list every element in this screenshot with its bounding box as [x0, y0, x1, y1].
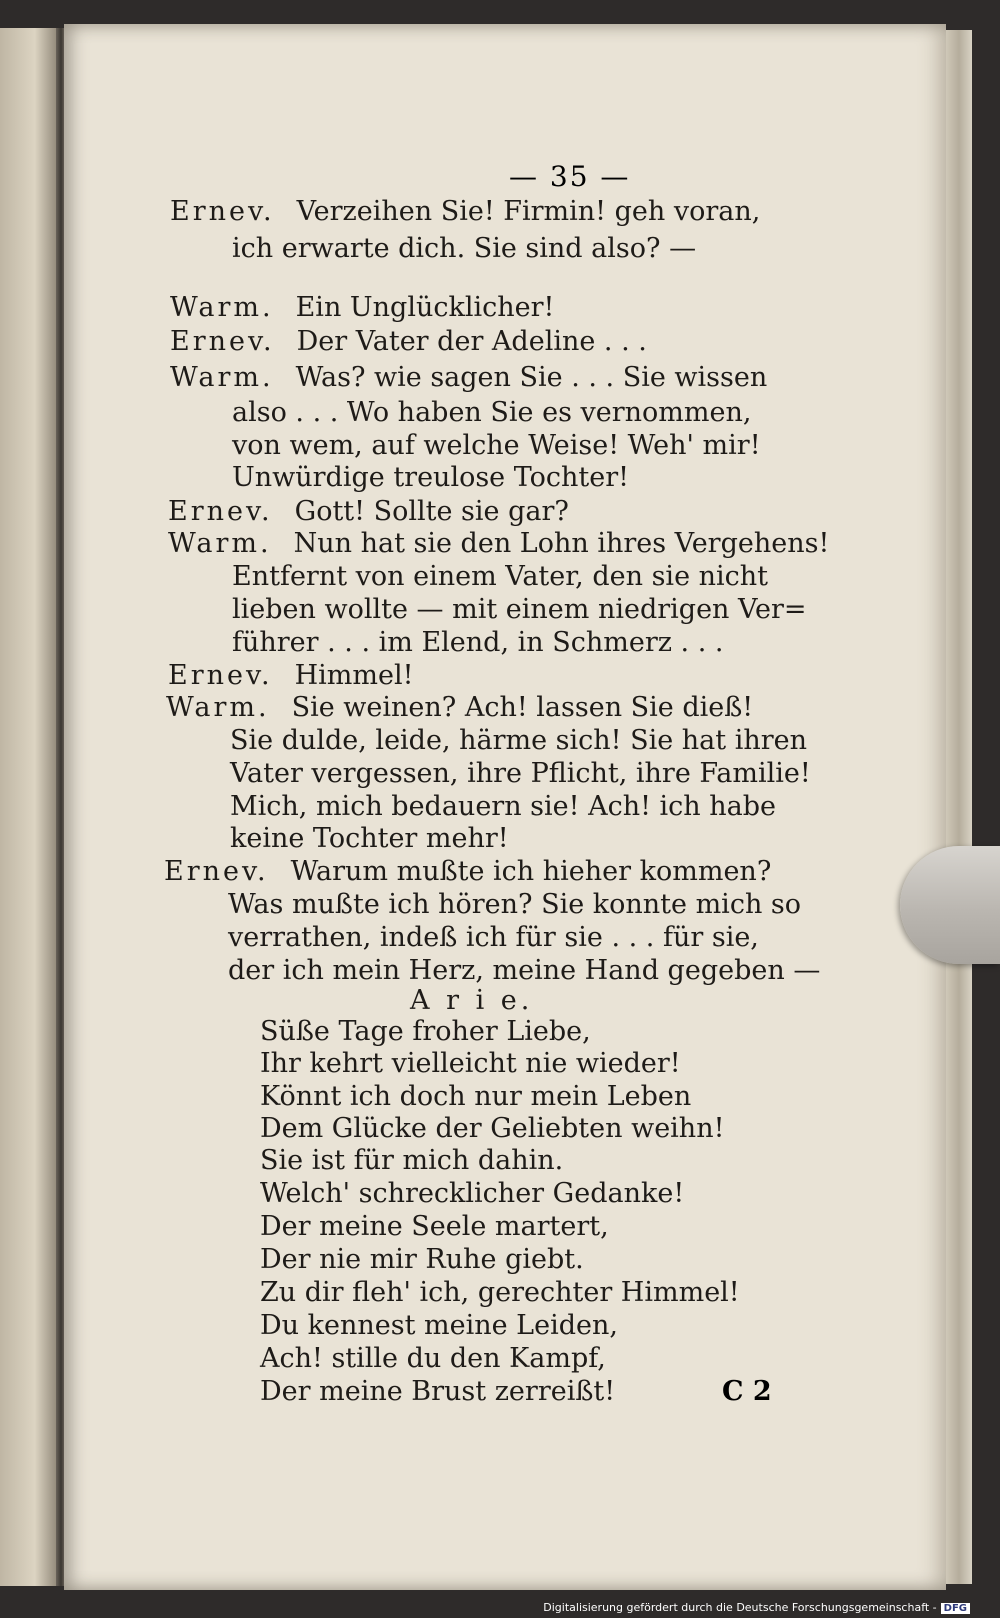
facing-page-edge: [0, 28, 58, 1586]
text-line: der ich mein Herz, meine Hand gegeben —: [228, 955, 821, 986]
text-line: Warm. Nun hat sie den Lohn ihres Vergehens!: [168, 528, 830, 559]
text-line: Vater vergessen, ihre Pflicht, ihre Familie!: [230, 758, 811, 789]
verse-line: Du kennest meine Leiden,: [260, 1310, 618, 1341]
text-line: Ernev. Der Vater der Adeline . . .: [170, 326, 647, 357]
verse-line: Der nie mir Ruhe giebt.: [260, 1244, 584, 1275]
text-line: Entfernt von einem Vater, den sie nicht: [232, 561, 769, 592]
text-line: Ernev. Warum mußte ich hieher kommen?: [164, 856, 772, 887]
text-line: führer . . . im Elend, in Schmerz . . .: [232, 627, 724, 658]
text-line: lieben wollte — mit einem niedrigen Ver=: [232, 594, 807, 625]
page-number: — 35 —: [509, 160, 631, 193]
verse-line: Ihr kehrt vielleicht nie wieder!: [260, 1048, 681, 1079]
text-line: Mich, mich bedauern sie! Ach! ich habe: [230, 791, 776, 822]
text-line: ich erwarte dich. Sie sind also? —: [232, 233, 697, 264]
text-line: Warm. Ein Unglücklicher!: [170, 292, 555, 323]
digitization-credit: [543, 1601, 970, 1614]
dfg-logo: DFG: [941, 1603, 970, 1614]
page-stack-edge: [946, 30, 972, 1584]
verse-line: Süße Tage froher Liebe,: [260, 1016, 591, 1047]
verse-line: Sie ist für mich dahin.: [260, 1145, 564, 1176]
text-line: Sie dulde, leide, härme sich! Sie hat ihren: [230, 725, 808, 756]
text-line: Ernev. Verzeihen Sie! Firmin! geh voran,: [170, 196, 761, 227]
text-line: verrathen, indeß ich für sie . . . für sie,: [228, 922, 759, 953]
verse-line: Der meine Seele martert,: [260, 1211, 609, 1242]
verse-line: Könnt ich doch nur mein Leben: [260, 1081, 692, 1112]
signature-mark: C 2: [722, 1376, 772, 1407]
text-line: Unwürdige treulose Tochter!: [232, 462, 630, 493]
verse-line: Ach! stille du den Kampf,: [260, 1343, 606, 1374]
verse-line: Dem Glücke der Geliebten weihn!: [260, 1113, 725, 1144]
verse-line: Zu dir fleh' ich, gerechter Himmel!: [260, 1277, 740, 1308]
text-line: Warm. Was? wie sagen Sie . . . Sie wissen: [170, 362, 768, 393]
verse-line: Welch' schrecklicher Gedanke!: [260, 1178, 685, 1209]
text-line: keine Tochter mehr!: [230, 823, 509, 854]
verse-line: Der meine Brust zerreißt!: [260, 1376, 616, 1407]
aria-heading: A r i e.: [410, 985, 534, 1016]
text-line: Warm. Sie weinen? Ach! lassen Sie dieß!: [166, 692, 754, 723]
text-line: Ernev. Gott! Sollte sie gar?: [168, 496, 569, 527]
text-line: also . . . Wo haben Sie es vernommen,: [232, 397, 752, 428]
text-line: Was mußte ich hören? Sie konnte mich so: [228, 889, 802, 920]
text-line: Ernev. Himmel!: [168, 660, 414, 691]
credit-text: Digitalisierung gefördert durch die Deutsche Forschungsgemeinschaft -: [543, 1601, 937, 1614]
text-line: von wem, auf welche Weise! Weh' mir!: [232, 430, 761, 461]
